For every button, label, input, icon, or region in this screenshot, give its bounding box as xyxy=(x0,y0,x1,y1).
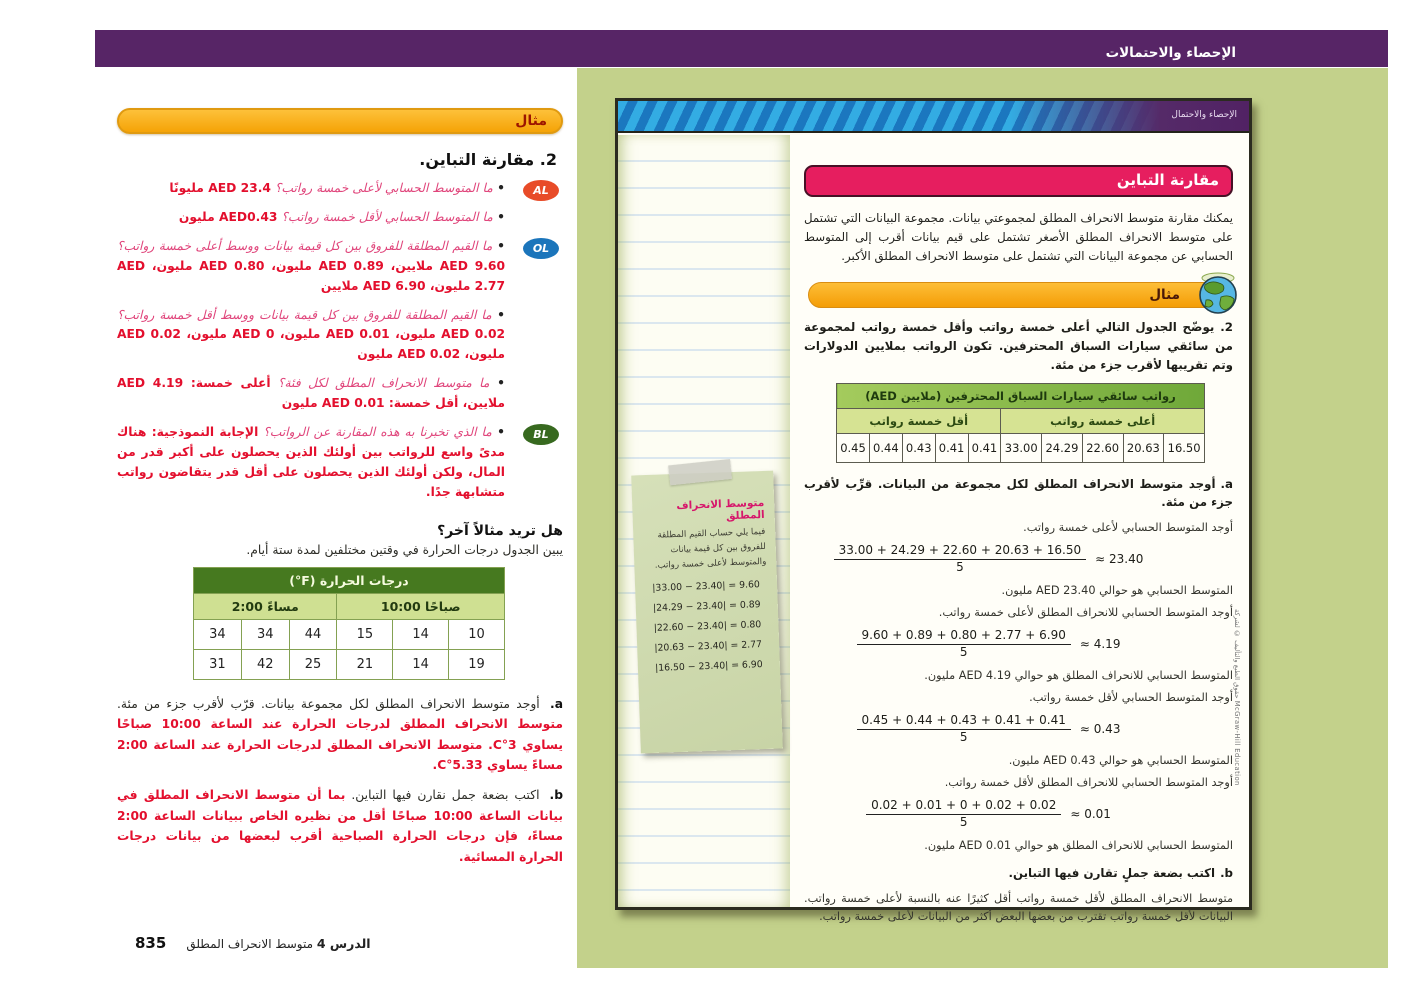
step-a-heading xyxy=(804,475,1233,512)
temp-cell: 42 xyxy=(241,649,289,679)
bullet-answer: AED 23.4 مليونًا xyxy=(169,181,271,195)
instruction-line: أوجد المتوسط الحسابي لأعلى خمسة رواتب. xyxy=(1023,520,1233,534)
salary-cell: 33.00 xyxy=(1001,433,1042,462)
table-row xyxy=(194,649,505,679)
problem-number: 2. xyxy=(1220,320,1233,335)
teacher-bullet xyxy=(117,374,505,414)
teacher-bullet xyxy=(117,208,505,228)
bullet-question: ما المتوسط الحسابي لأقل خمسة رواتب؟ xyxy=(281,209,493,224)
lesson-title: متوسط الانحراف المطلق xyxy=(186,937,314,951)
sticky-note-title: متوسط الانحراف المطلق xyxy=(676,496,765,523)
step-b-heading xyxy=(804,864,1233,882)
bullet-question: ما الذي تخبرنا به هذه المقارنة عن الرواتب؟ xyxy=(263,425,492,440)
salary-cell: 24.29 xyxy=(1042,433,1083,462)
another-example-intro: يبين الجدول درجات الحرارة في وقتين مختلفين لمدة ستة أيام. xyxy=(246,542,563,557)
step-a-text: أوجد متوسط الانحراف المطلق لكل مجموعة من البيانات. قرِّب لأقرب جزء من مئة. xyxy=(804,476,1233,510)
table-row xyxy=(837,433,1205,462)
equation-mean-low xyxy=(804,713,1173,745)
equation-denominator: 5 xyxy=(956,559,964,574)
part-a-prompt: أوجد متوسط الانحراف المطلق لكل مجموعة بيانات. قرّب لأقرب جزء من مئة. xyxy=(117,696,540,711)
bullet-answer: AED0.43 مليون xyxy=(178,209,278,224)
student-example-banner-row xyxy=(808,282,1233,308)
sticky-equation: |16.50 − 23.40| = 6.90 xyxy=(654,659,763,674)
instruction-line: أوجد المتوسط الحسابي للانحراف المطلق لأقل خمسة رواتب. xyxy=(944,775,1233,789)
step-b-text: اكتب بضعة جملٍ تقارن فيها التباين. xyxy=(1008,865,1216,880)
on-level-badge: OL xyxy=(523,238,559,259)
am-column-header: 10:00 صباحًا xyxy=(337,593,505,619)
teacher-part-b xyxy=(117,785,563,867)
sticky-equation: |24.29 − 23.40| = 0.89 xyxy=(652,599,761,614)
student-page-backdrop xyxy=(577,68,1388,968)
step-b-label: b. xyxy=(1220,865,1233,880)
teacher-bullet-list xyxy=(117,179,550,503)
salary-table-title: رواتب سائقي سيارات السباق المحترفين (ملايين AED) xyxy=(837,383,1205,408)
teacher-part-a xyxy=(117,694,563,776)
teacher-bullet xyxy=(117,237,550,297)
chapter-header-bar xyxy=(95,30,1388,67)
beyond-level-badge: BL xyxy=(523,424,559,445)
bullet-question: ما متوسط الانحراف المطلق لكل فئة؟ xyxy=(277,376,490,391)
lesson-label: الدرس 4 xyxy=(316,936,371,951)
part-b-label: b. xyxy=(549,788,563,803)
equation-denominator: 5 xyxy=(959,644,968,659)
step-a-label: a. xyxy=(1220,476,1233,491)
bullet-question: ما المتوسط الحسابي لأعلى خمسة رواتب؟ xyxy=(274,181,493,195)
equation-mean-high xyxy=(804,543,1173,575)
example-label-pill xyxy=(117,108,563,134)
result-line: المتوسط الحسابي هو حوالي AED 23.40 مليون. xyxy=(1001,583,1233,597)
section-title: مقارنة التباين xyxy=(804,165,1233,197)
temp-cell: 31 xyxy=(194,649,242,679)
equation-result: ≈ 0.43 xyxy=(1079,721,1121,736)
salary-cell: 0.41 xyxy=(968,433,1001,462)
salary-cell: 20.63 xyxy=(1123,433,1164,462)
bullet-answer: أعلى خمسة: AED 4.19 ملايين، أقل خمسة: AED 0.01 مليون xyxy=(117,376,505,411)
problem-text: يوضّح الجدول التالي أعلى خمسة رواتب وأقل خمسة رواتب لمجموعة من سائقي سيارات السباق المحترفين. تكون الرواتب بملايين الدولارات وتم تقريبها لأقرب جزء من مئة. xyxy=(804,320,1233,373)
teacher-heading: 2. مقارنة التباين. xyxy=(419,150,557,169)
low-five-header: أقل خمسة رواتب xyxy=(837,408,1001,433)
pm-column-header: 2:00 مساءً xyxy=(194,593,337,619)
temp-cell: 34 xyxy=(194,619,242,649)
sticky-equation: |20.63 − 23.40| = 2.77 xyxy=(654,639,763,654)
teacher-bullet xyxy=(117,423,549,503)
student-example-label: مثال xyxy=(1149,287,1180,304)
approaching-level-badge: AL xyxy=(523,180,559,201)
salary-cell: 0.45 xyxy=(837,433,870,462)
equation-mad-high xyxy=(804,628,1173,660)
temp-cell: 14 xyxy=(393,619,449,649)
student-book-page xyxy=(615,98,1252,924)
student-banner-label: الإحصاء والاحتمال xyxy=(1171,110,1237,120)
equation-numerator: 0.45 + 0.44 + 0.43 + 0.41 + 0.41 xyxy=(857,713,1071,730)
globe-icon xyxy=(1195,270,1241,316)
bullet-question: ما القيم المطلقة للفروق بين كل قيمة بيانات ووسط أعلى خمسة رواتب؟ xyxy=(117,238,493,253)
high-five-header: أعلى خمسة رواتب xyxy=(1001,408,1205,433)
copyright-notice: حقوق الطبع والتأليف © لشركة McGraw-Hill Education xyxy=(1233,609,1241,786)
step-b-answer: متوسط الانحراف المطلق لأقل خمسة رواتب أقل كثيرًا عنه بالنسبة لأعلى خمسة رواتب. البيانات لأقل خمسة رواتب تقترب من بعضها البعض أكثر من البيانات لأعلى خمسة رواتب. xyxy=(804,891,1233,924)
temp-cell: 34 xyxy=(241,619,289,649)
chapter-title: الإحصاء والاحتمالات xyxy=(1105,45,1236,61)
instruction-line: أوجد المتوسط الحسابي للانحراف المطلق لأعلى خمسة رواتب. xyxy=(938,605,1233,619)
part-a-label: a. xyxy=(550,696,563,711)
temperature-table-title: درجات الحرارة (F°) xyxy=(194,567,505,593)
example-label: مثال xyxy=(515,113,547,129)
equation-mad-low xyxy=(804,798,1173,830)
problem-statement xyxy=(804,318,1233,375)
temp-cell: 14 xyxy=(393,649,449,679)
result-line: المتوسط الحسابي للانحراف المطلق هو حوالي AED 4.19 مليون. xyxy=(924,668,1233,682)
result-line: المتوسط الحسابي هو حوالي AED 0.43 مليون. xyxy=(1008,753,1233,767)
temp-cell: 10 xyxy=(449,619,505,649)
lesson-reference xyxy=(186,936,370,951)
sticky-note-intro: فيما يلي حساب القيم المطلقة للفروق بين كل قيمة بيانات والمتوسط لأعلى خمسة رواتب. xyxy=(654,526,767,571)
equation-numerator: 9.60 + 0.89 + 0.80 + 2.77 + 6.90 xyxy=(857,628,1071,645)
equation-denominator: 5 xyxy=(959,729,968,744)
another-example-heading: هل تريد مثالاً آخر؟ xyxy=(437,522,563,539)
student-page-banner xyxy=(618,101,1249,133)
sticky-equation: |22.60 − 23.40| = 0.80 xyxy=(653,619,762,634)
page-number: 835 xyxy=(135,934,167,952)
teacher-bullet xyxy=(117,306,505,366)
teacher-bullet xyxy=(117,179,549,199)
salary-cell: 16.50 xyxy=(1164,433,1205,462)
part-b-answer: بما أن متوسط الانحراف المطلق في بيانات الساعة 10:00 صباحًا أقل من نظيره الخاص ببيانات الساعة 2:00 مساءً، فإن درجات الحرارة الصباحية أقرب لبعضها من بيانات درجات الحرارة المسائية. xyxy=(117,788,563,864)
salary-cell: 0.44 xyxy=(869,433,902,462)
bullet-question: ما القيم المطلقة للفروق بين كل قيمة بيانات ووسط أقل خمسة رواتب؟ xyxy=(117,307,492,322)
result-line: المتوسط الحسابي للانحراف المطلق هو حوالي AED 0.01 مليون. xyxy=(924,838,1233,852)
equation-result: ≈ 4.19 xyxy=(1079,636,1121,651)
section-intro: يمكنك مقارنة متوسط الانحراف المطلق لمجموعتي بيانات. مجموعة البيانات التي تشتمل على متوسط الانحراف المطلق الأصغر تشتمل على قيم بيانات أقرب إلى المتوسط الحسابي عن مجموعة البيانات التي تشتمل على متوسط الانحراف المطلق الأكبر. xyxy=(804,211,1233,264)
instruction-line: أوجد المتوسط الحسابي لأقل خمسة رواتب. xyxy=(1029,690,1233,704)
part-b-prompt: اكتب بضعة جمل نقارن فيها التباين. xyxy=(351,788,540,803)
student-page-content xyxy=(790,135,1249,924)
temperature-table xyxy=(193,567,505,680)
temp-cell: 19 xyxy=(449,649,505,679)
salary-cell: 22.60 xyxy=(1082,433,1123,462)
equation-denominator: 5 xyxy=(959,814,968,829)
temp-cell: 21 xyxy=(337,649,393,679)
temp-cell: 25 xyxy=(289,649,337,679)
equation-result: ≈ 23.40 xyxy=(1095,551,1144,566)
part-a-answer: متوسط الانحراف المطلق لدرجات الحرارة عند الساعة 10:00 صباحًا يساوي 3°C. متوسط الانحراف المطلق لدرجات الحرارة عند الساعة 2:00 مساءً يساوي 5.33°C. xyxy=(117,717,564,772)
salary-cell: 0.43 xyxy=(902,433,935,462)
bullet-answer: AED 9.60 ملايين، AED 0.89 مليون، AED 0.80 مليون، AED 2.77 مليون، AED 6.90 ملايين xyxy=(117,258,506,293)
table-row xyxy=(194,619,505,649)
bullet-answer: الإجابة النموذجية: هناك مدىً واسع للرواتب بين أولئك الذين يحصلون على أكبر قدر من المال، ولكن أولئك الذين يحصلون على أقل قدر يتقاضون رواتب متشابهة جدًا. xyxy=(117,425,505,499)
temp-cell: 44 xyxy=(289,619,337,649)
teacher-notes-column xyxy=(117,108,563,867)
equation-numerator: 0.02 + 0.01 + 0 + 0.02 + 0.02 xyxy=(866,798,1061,815)
salary-table xyxy=(836,383,1205,463)
sticky-note xyxy=(631,471,783,754)
bullet-answer: AED 0.02 مليون، AED 0.01 مليون، AED 0 مليون، AED 0.02 مليون، AED 0.02 مليون xyxy=(117,327,506,362)
equation-result: ≈ 0.01 xyxy=(1070,806,1111,821)
page-footer xyxy=(135,934,371,952)
salary-cell: 0.41 xyxy=(935,433,968,462)
temp-cell: 15 xyxy=(337,619,393,649)
equation-numerator: 33.00 + 24.29 + 22.60 + 20.63 + 16.50 xyxy=(834,543,1087,560)
sticky-equation: |33.00 − 23.40| = 9.60 xyxy=(652,579,761,594)
student-example-banner xyxy=(808,282,1233,308)
